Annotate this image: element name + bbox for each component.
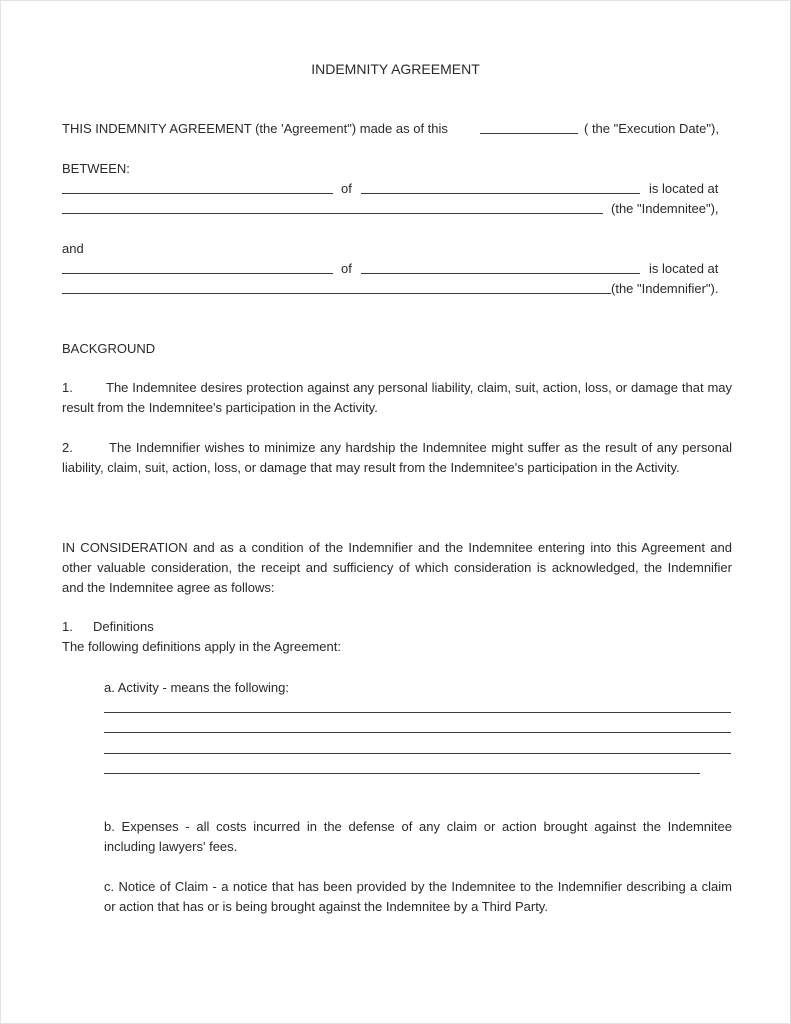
background-item-1 (62, 378, 732, 418)
party2-role-text: (the "Indemnifier"). (611, 281, 719, 296)
party1-of-text: of (341, 181, 352, 196)
party1-role-text: (the "Indemnitee"), (611, 201, 719, 216)
background-item-1-text: The Indemnitee desires protection against any personal liability, claim, suit, action, loss, or damage that may result from the Indemnitee's participation in the Activity. (62, 380, 732, 415)
party1-located-text: is located at (649, 181, 719, 196)
background-item-2 (62, 438, 732, 478)
party1-place-blank[interactable] (361, 193, 640, 194)
party2-place-blank[interactable] (361, 273, 640, 274)
intro-prefix: THIS INDEMNITY AGREEMENT (the 'Agreement") made as of this (62, 121, 448, 136)
definitions-intro: The following definitions apply in the Agreement: (62, 639, 341, 654)
section-1-title: Definitions (93, 619, 154, 634)
activity-line-3[interactable] (104, 753, 731, 754)
consideration-paragraph: IN CONSIDERATION and as a condition of the Indemnifier and the Indemnitee entering into this Agreement and other valuable consideration, the receipt and sufficiency of which consideration is acknowledged, the Indemnifier and the Indemnitee agree as follows: (62, 540, 732, 595)
party2-name-blank[interactable] (62, 273, 333, 274)
definition-c: c. Notice of Claim - a notice that has been provided by the Indemnitee to the Indemnifier describing a claim or action that has or is being brought against the Indemnitee by a Third Party. (104, 879, 732, 914)
party1-name-blank[interactable] (62, 193, 333, 194)
activity-line-1[interactable] (104, 712, 731, 713)
activity-line-2[interactable] (104, 732, 731, 733)
intro-suffix: ( the "Execution Date"), (584, 121, 719, 136)
definition-b: b. Expenses - all costs incurred in the defense of any claim or action brought against the Indemnitee including lawyers' fees. (104, 819, 732, 854)
background-item-1-number: 1. (62, 380, 73, 395)
document-title: INDEMNITY AGREEMENT (311, 61, 480, 77)
between-label: BETWEEN: (62, 161, 130, 176)
party2-of-text: of (341, 261, 352, 276)
background-heading: BACKGROUND (62, 341, 156, 356)
section-1-number: 1. (62, 619, 73, 634)
background-item-2-number: 2. (62, 440, 73, 455)
definition-a: a. Activity - means the following: (104, 680, 289, 695)
execution-date-blank[interactable] (480, 133, 578, 134)
activity-line-4[interactable] (104, 773, 700, 774)
party1-address-blank[interactable] (62, 213, 603, 214)
section-1-heading (62, 617, 154, 637)
party2-located-text: is located at (649, 261, 719, 276)
background-item-2-text: The Indemnifier wishes to minimize any hardship the Indemnitee might suffer as the result of any personal liability, claim, suit, action, loss, or damage that may result from the Indemnitee's participation in the Activity. (62, 440, 732, 475)
and-label: and (62, 241, 84, 256)
party2-address-blank[interactable] (62, 293, 611, 294)
